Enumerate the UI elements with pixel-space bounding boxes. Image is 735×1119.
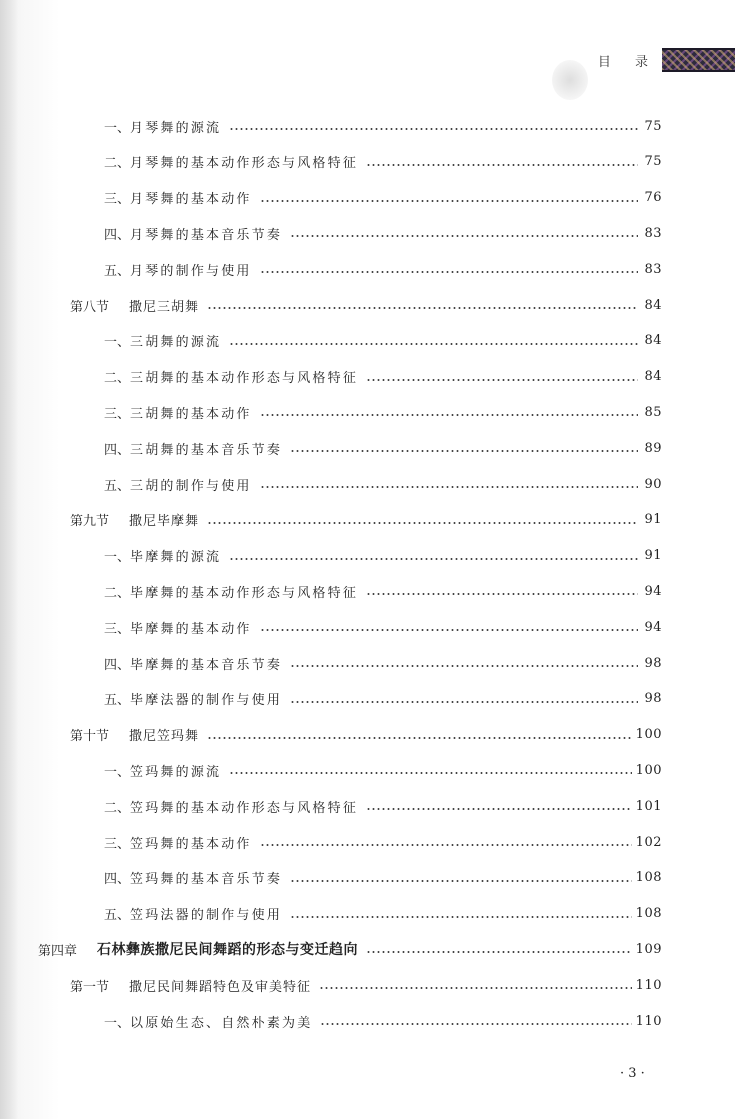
toc-entry-item — [104, 329, 662, 353]
toc-entry-page: 100 — [635, 727, 662, 743]
toc-dot-leader — [207, 307, 638, 309]
toc-dot-leader — [260, 486, 638, 488]
toc-dot-leader — [290, 701, 638, 703]
page-number: · 3 · — [620, 1066, 645, 1081]
toc-dot-leader — [229, 343, 638, 345]
toc-dot-leader — [290, 235, 638, 237]
header-title: 目 录 — [597, 54, 658, 70]
toc-entry-item — [104, 902, 662, 926]
toc-entry-item — [104, 365, 662, 389]
toc-entry-item — [104, 400, 662, 424]
toc-dot-leader — [366, 379, 638, 381]
toc-dot-leader — [260, 271, 638, 273]
toc-entry-number: 五、 — [104, 908, 131, 924]
toc-entry-page: 84 — [644, 369, 662, 385]
toc-entry-title: 月琴舞的基本动作 — [130, 192, 252, 208]
toc-entry-number: 四、 — [104, 442, 131, 458]
toc-dot-leader — [290, 916, 632, 918]
toc-entry-item — [104, 651, 662, 675]
toc-entry-page: 75 — [644, 118, 662, 134]
toc-entry-page: 98 — [644, 655, 662, 671]
toc-entry-item — [104, 221, 662, 245]
toc-entry-section — [70, 508, 662, 532]
toc-entry-number: 五、 — [104, 693, 131, 709]
toc-dot-leader — [366, 164, 638, 166]
toc-entry-page: 83 — [644, 261, 662, 277]
toc-entry-page: 102 — [635, 834, 662, 850]
toc-entry-page: 75 — [644, 154, 662, 170]
toc-entry-number: 三、 — [104, 621, 131, 637]
toc-entry-title: 三胡舞的基本音乐节奏 — [130, 442, 283, 458]
toc-entry-page: 94 — [644, 619, 662, 635]
toc-entry-page: 101 — [635, 798, 662, 814]
toc-entry-item — [104, 830, 662, 854]
toc-entry-item — [104, 436, 662, 460]
toc-dot-leader — [260, 629, 638, 631]
toc-dot-leader — [229, 772, 631, 774]
toc-dot-leader — [229, 128, 638, 130]
toc-entry-number: 四、 — [104, 872, 131, 888]
toc-entry-page: 109 — [635, 941, 662, 957]
toc-entry-item — [104, 758, 662, 782]
toc-entry-page: 100 — [635, 762, 662, 778]
toc-entry-number: 第十节 — [70, 729, 110, 745]
toc-entry-number: 一、 — [104, 1015, 131, 1031]
toc-entry-title: 月琴舞的源流 — [130, 120, 222, 136]
toc-entry-page: 83 — [644, 225, 662, 241]
toc-entry-number: 第四章 — [38, 943, 78, 959]
toc-entry-title: 三胡的制作与使用 — [130, 478, 252, 494]
toc-entry-title: 以原始生态、自然朴素为美 — [130, 1015, 313, 1031]
toc-entry-item — [104, 794, 662, 818]
toc-entry-title: 笠玛舞的基本音乐节奏 — [130, 872, 283, 888]
toc-entry-title: 撒尼毕摩舞 — [129, 514, 200, 530]
toc-entry-number: 五、 — [104, 478, 131, 494]
toc-entry-number: 第八节 — [70, 299, 110, 315]
toc-entry-page: 90 — [644, 476, 662, 492]
toc-entry-page: 91 — [644, 512, 662, 528]
toc-entry-title: 月琴舞的基本音乐节奏 — [130, 227, 283, 243]
toc-entry-page: 110 — [635, 977, 662, 993]
toc-dot-leader — [260, 414, 638, 416]
toc-entry-number: 二、 — [104, 800, 131, 816]
toc-entry-item — [104, 544, 662, 568]
toc-dot-leader — [366, 951, 632, 953]
toc-entry-number: 三、 — [104, 192, 131, 208]
toc-entry-title: 笠玛舞的源流 — [130, 764, 222, 780]
toc-dot-leader — [366, 593, 638, 595]
toc-entry-title: 笠玛法器的制作与使用 — [130, 908, 283, 924]
toc-entry-item — [104, 472, 662, 496]
toc-dot-leader — [320, 1023, 631, 1025]
toc-entry-item — [104, 186, 662, 210]
toc-entry-title: 撒尼笠玛舞 — [129, 729, 200, 745]
toc-entry-item — [104, 687, 662, 711]
toc-entry-item — [104, 1009, 662, 1033]
toc-entry-title: 撒尼民间舞蹈特色及审美特征 — [129, 979, 312, 995]
toc-dot-leader — [319, 987, 632, 989]
toc-entry-title: 毕摩舞的源流 — [130, 550, 222, 566]
toc-dot-leader — [229, 558, 638, 560]
toc-entry-page: 84 — [644, 333, 662, 349]
toc-entry-title: 三胡舞的基本动作 — [130, 406, 252, 422]
toc-entry-number: 二、 — [104, 585, 131, 601]
toc-entry-section — [70, 973, 662, 997]
toc-entry-number: 一、 — [104, 764, 131, 780]
toc-entry-page: 84 — [644, 297, 662, 313]
toc-entry-title: 撒尼三胡舞 — [129, 299, 200, 315]
toc-dot-leader — [207, 522, 638, 524]
toc-entry-title: 月琴的制作与使用 — [130, 263, 252, 279]
toc-entry-page: 91 — [644, 548, 662, 564]
toc-dot-leader — [290, 665, 638, 667]
toc-entry-number: 四、 — [104, 657, 131, 673]
toc-entry-number: 三、 — [104, 406, 131, 422]
toc-entry-page: 98 — [644, 691, 662, 707]
toc-entry-title: 三胡舞的基本动作形态与风格特征 — [130, 371, 359, 387]
toc-entry-page: 76 — [644, 190, 662, 206]
toc-dot-leader — [366, 808, 632, 810]
toc-entry-number: 一、 — [104, 550, 131, 566]
toc-entry-number: 三、 — [104, 836, 131, 852]
toc-entry-number: 二、 — [104, 156, 131, 172]
toc-entry-page: 108 — [635, 906, 662, 922]
toc-entry-number: 五、 — [104, 263, 131, 279]
toc-entry-title: 笠玛舞的基本动作 — [130, 836, 252, 852]
toc-entry-section — [70, 723, 662, 747]
toc-entry-item — [104, 257, 662, 281]
toc-entry-title: 毕摩舞的基本音乐节奏 — [130, 657, 283, 673]
toc-entry-title: 毕摩法器的制作与使用 — [130, 693, 283, 709]
toc-entry-number: 四、 — [104, 227, 131, 243]
toc-entry-number: 一、 — [104, 335, 131, 351]
toc-entry-page: 110 — [635, 1013, 662, 1029]
toc-entry-chapter — [38, 937, 662, 961]
toc-entry-item — [104, 866, 662, 890]
toc-dot-leader — [260, 200, 638, 202]
toc-entry-title: 笠玛舞的基本动作形态与风格特征 — [130, 800, 359, 816]
toc-entry-number: 第一节 — [70, 979, 110, 995]
toc-entry-title: 石林彝族撒尼民间舞蹈的形态与变迁趋向 — [97, 942, 359, 959]
toc-entry-title: 毕摩舞的基本动作形态与风格特征 — [130, 585, 359, 601]
toc-entry-number: 二、 — [104, 371, 131, 387]
toc-entry-item — [104, 150, 662, 174]
toc-entry-item — [104, 579, 662, 603]
toc-entry-item — [104, 114, 662, 138]
toc-dot-leader — [290, 450, 638, 452]
toc-entry-page: 108 — [635, 870, 662, 886]
toc-entry-title: 毕摩舞的基本动作 — [130, 621, 252, 637]
toc-entry-page: 94 — [644, 583, 662, 599]
toc-entry-number: 第九节 — [70, 514, 110, 530]
toc-entry-number: 一、 — [104, 120, 131, 136]
toc-dot-leader — [260, 844, 632, 846]
toc-entry-section — [70, 293, 662, 317]
toc-entry-title: 月琴舞的基本动作形态与风格特征 — [130, 156, 359, 172]
toc-entry-title: 三胡舞的源流 — [130, 335, 222, 351]
toc-dot-leader — [207, 737, 632, 739]
toc-dot-leader — [290, 880, 632, 882]
toc-entry-page: 89 — [644, 440, 662, 456]
toc-entry-item — [104, 615, 662, 639]
toc-entry-page: 85 — [644, 404, 662, 420]
